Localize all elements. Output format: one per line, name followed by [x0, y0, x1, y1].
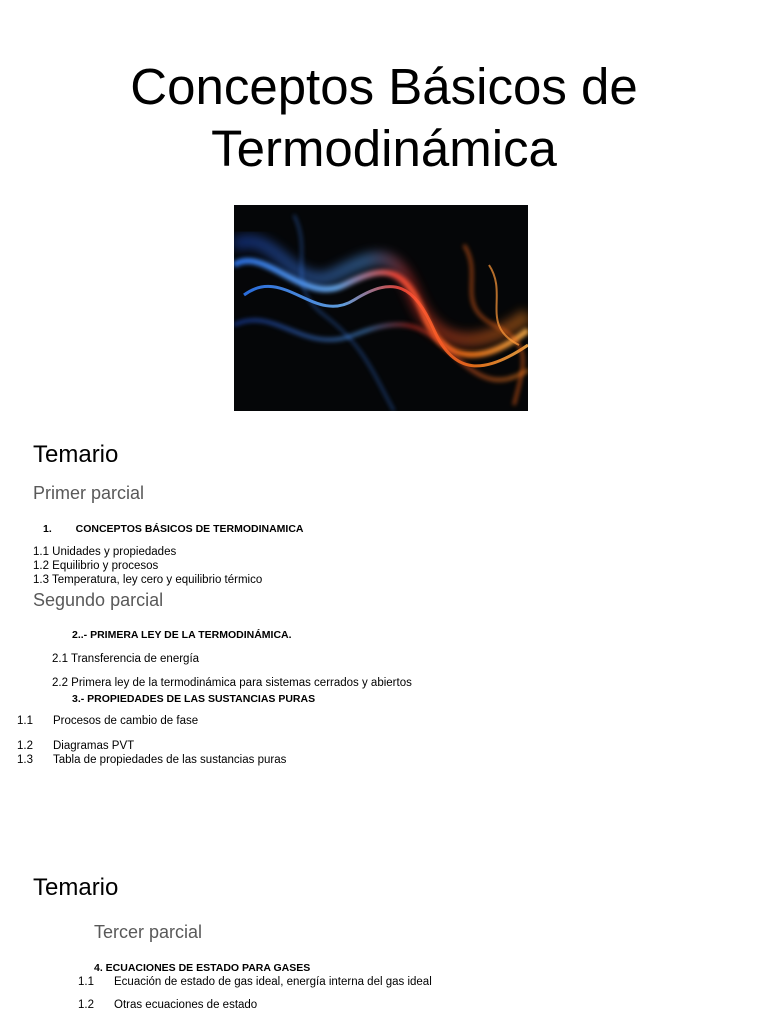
temario-heading-2: Temario	[33, 874, 119, 901]
primer-item-1-1: 1.1 Unidades y propiedades	[33, 546, 177, 558]
primer-item-1-3: 1.3 Temperatura, ley cero y equilibrio térmico	[33, 574, 263, 586]
primer-parcial-label: Primer parcial	[33, 483, 145, 503]
topic-4-title: 4. ECUACIONES DE ESTADO PARA GASES	[94, 962, 311, 974]
sub-item-text: Tabla de propiedades de las sustancias puras	[53, 754, 287, 766]
segundo-sub-item	[17, 715, 198, 727]
segundo-item-2-2: 2.2 Primera ley de la termodinámica para sistemas cerrados y abiertos	[52, 677, 412, 689]
sub-item-number: 1.2	[78, 999, 94, 1011]
sub-item-text: Otras ecuaciones de estado	[114, 999, 258, 1011]
sub-item-number: 1.1	[17, 715, 33, 727]
tercer-sub-item	[78, 976, 432, 988]
title-line-2: Termodinámica	[211, 120, 557, 177]
sub-item-number: 1.2	[17, 740, 33, 752]
sub-item-number: 1.3	[17, 754, 33, 766]
primer-item-1-2: 1.2 Equilibrio y procesos	[33, 560, 159, 572]
topic-3-title: 3.- PROPIEDADES DE LAS SUSTANCIAS PURAS	[72, 693, 316, 705]
segundo-parcial-label: Segundo parcial	[33, 590, 164, 610]
sub-item-text: Diagramas PVT	[53, 740, 135, 752]
title-line-1: Conceptos Básicos de	[130, 58, 638, 115]
sub-item-number: 1.1	[78, 976, 94, 988]
segundo-sub-item	[17, 754, 286, 766]
topic-1-title: CONCEPTOS BÁSICOS DE TERMODINAMICA	[75, 523, 304, 535]
segundo-item-2-1: 2.1 Transferencia de energía	[52, 653, 200, 665]
tercer-parcial-label: Tercer parcial	[94, 922, 203, 942]
topic-1	[43, 523, 304, 535]
sub-item-text: Procesos de cambio de fase	[53, 715, 199, 727]
topic-2-title: 2..- PRIMERA LEY DE LA TERMODINÁMICA.	[72, 629, 292, 641]
smoke-image	[234, 205, 528, 411]
smoke-illustration	[234, 205, 528, 411]
page-title	[0, 56, 768, 180]
segundo-sub-item	[17, 740, 134, 752]
sub-item-text: Ecuación de estado de gas ideal, energía interna del gas ideal	[114, 976, 432, 988]
topic-1-number: 1.	[43, 523, 52, 535]
temario-heading-1: Temario	[33, 441, 119, 468]
tercer-sub-item	[78, 999, 257, 1011]
